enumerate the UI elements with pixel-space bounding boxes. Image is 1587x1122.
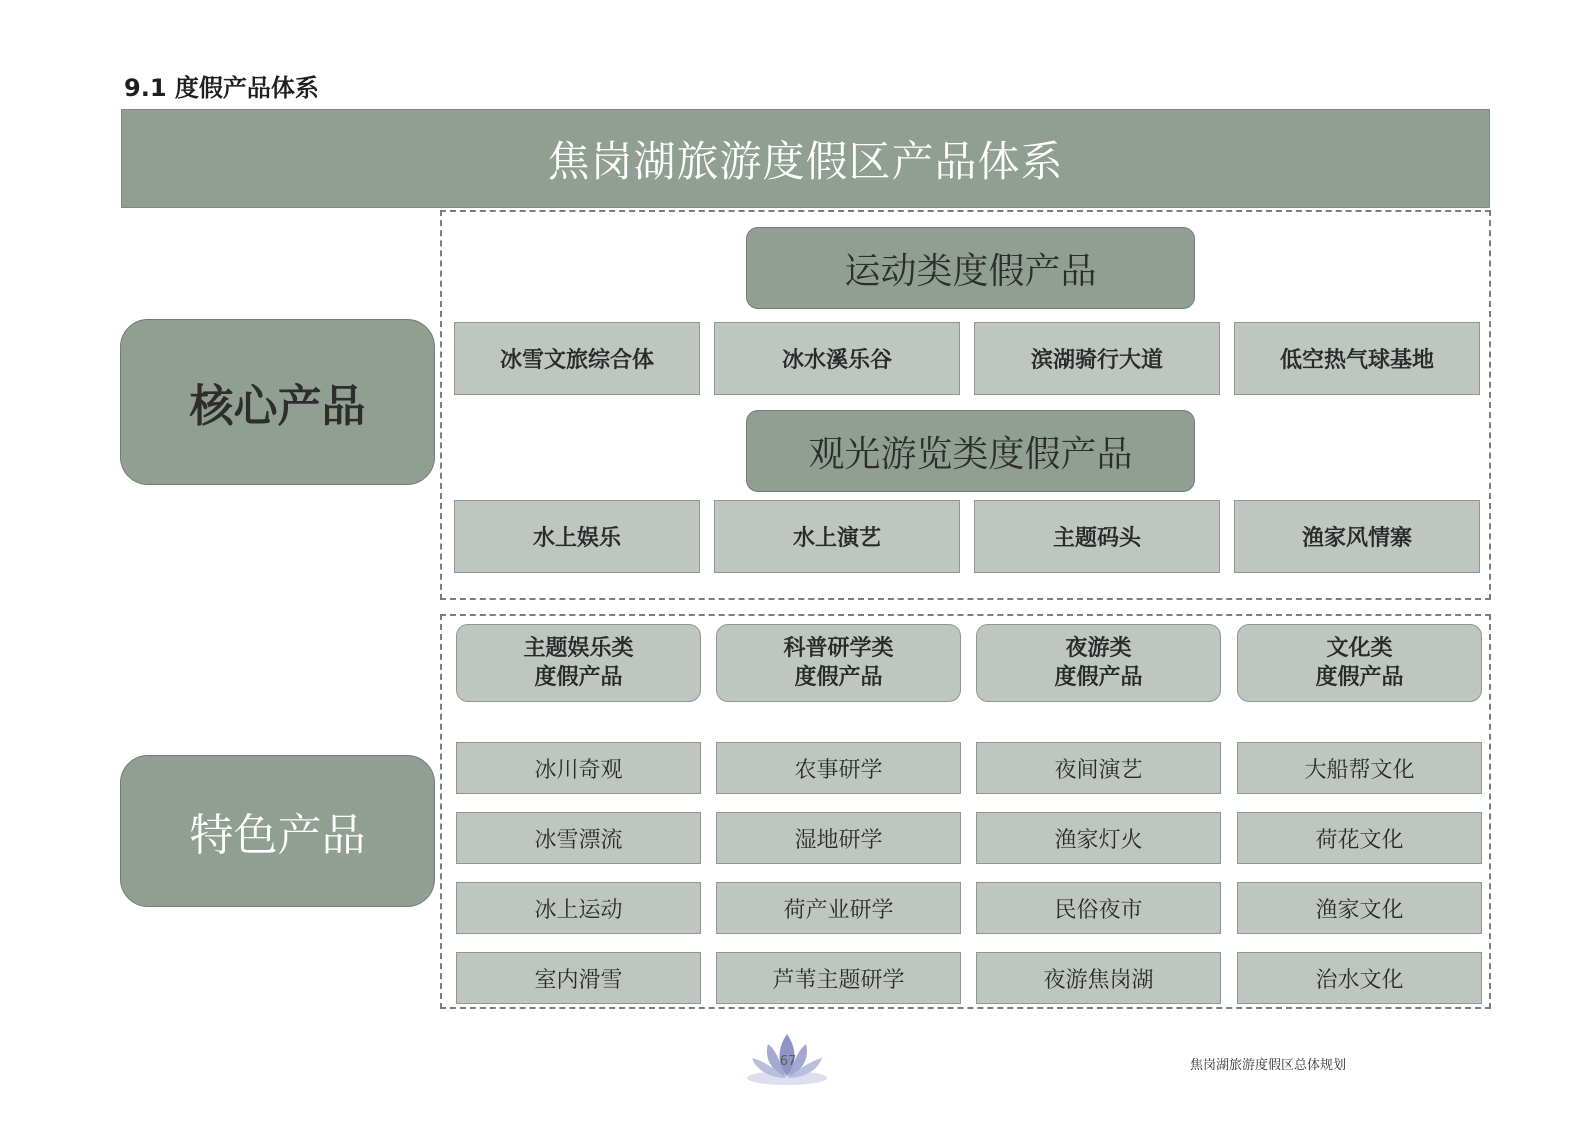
category-title-line2: 度假产品 [1054,665,1143,690]
section-title: 9.1 度假产品体系 [124,74,319,102]
featured-item: 治水文化 [1237,952,1482,1004]
featured-item: 室内滑雪 [456,952,701,1004]
featured-item: 荷花文化 [1237,812,1482,864]
category-title-line2: 度假产品 [794,665,883,690]
core-item: 渔家风情寨 [1234,500,1480,573]
featured-item: 荷产业研学 [716,882,961,934]
category-sports-title: 运动类度假产品 [746,227,1195,309]
core-item: 主题码头 [974,500,1220,573]
document-title: 焦岗湖旅游度假区总体规划 [1190,1058,1347,1073]
core-item: 水上演艺 [714,500,960,573]
core-item: 滨湖骑行大道 [974,322,1220,395]
featured-products-label: 特色产品 [120,755,435,907]
featured-item: 湿地研学 [716,812,961,864]
core-item: 冰水溪乐谷 [714,322,960,395]
featured-item: 农事研学 [716,742,961,794]
featured-item: 芦苇主题研学 [716,952,961,1004]
page-number: 67 [779,1054,797,1069]
featured-category-education [716,624,961,702]
featured-item: 渔家文化 [1237,882,1482,934]
category-sightseeing-title: 观光游览类度假产品 [746,410,1195,492]
core-products-label: 核心产品 [120,319,435,485]
core-item: 冰雪文旅综合体 [454,322,700,395]
featured-item: 夜间演艺 [976,742,1221,794]
featured-item: 渔家灯火 [976,812,1221,864]
featured-item: 大船帮文化 [1237,742,1482,794]
core-item: 水上娱乐 [454,500,700,573]
featured-item: 冰上运动 [456,882,701,934]
category-title-line2: 度假产品 [534,665,623,690]
featured-item: 民俗夜市 [976,882,1221,934]
featured-item: 冰川奇观 [456,742,701,794]
featured-item: 冰雪漂流 [456,812,701,864]
featured-category-culture [1237,624,1482,702]
category-title-line1: 文化类 [1326,636,1393,661]
banner-title: 焦岗湖旅游度假区产品体系 [121,109,1490,208]
core-item: 低空热气球基地 [1234,322,1480,395]
featured-category-entertainment [456,624,701,702]
featured-item: 夜游焦岗湖 [976,952,1221,1004]
category-title-line2: 度假产品 [1315,665,1404,690]
category-title-line1: 夜游类 [1065,636,1132,661]
featured-category-night-tour [976,624,1221,702]
category-title-line1: 科普研学类 [783,636,894,661]
category-title-line1: 主题娱乐类 [523,636,634,661]
